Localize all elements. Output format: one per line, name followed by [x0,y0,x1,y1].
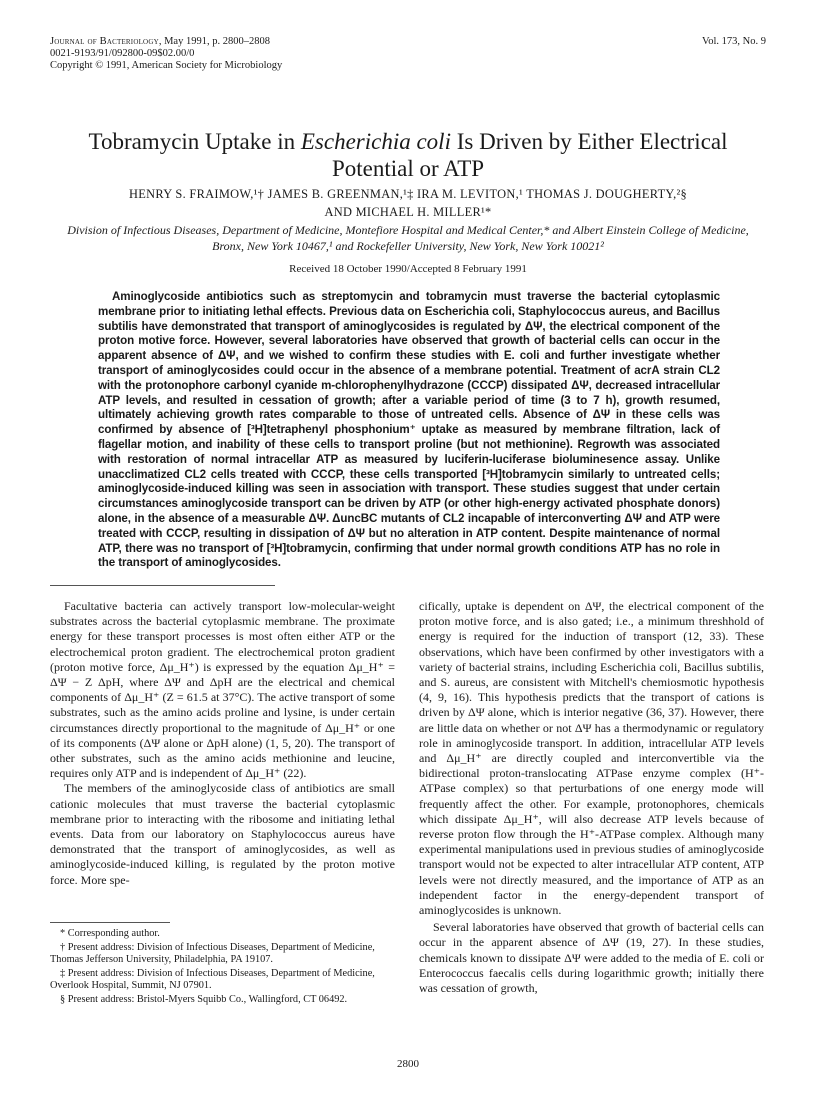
footnote-double-dagger: ‡ Present address: Division of Infectious Diseases, Department of Medicine, Overlook Hospital, Summit, NJ 07901. [50,967,375,991]
body-paragraph: cifically, uptake is dependent on ΔΨ, the electrical component of the proton motive force, and is also gated; i.e., a minimum threshhold of energy is required for the induction of transport (12, 33). These observations, which have been confirmed by other investigators with a variety of bacterial strains, including Escherichia coli, Bacillus subtilis, and S. aureus, are consistent with Mitchell's chemiosmotic hypothesis (4, 9, 16). This hypothesis predicts that the transport of cations is driven by ΔΨ alone, which is interior negative (36, 37). However, there are little data on whether or not ΔΨ has a thermodynamic or regulatory role in aminoglycoside transport. In addition, intracellular ATP levels and Δμ_H⁺ are directly coupled and interconvertible via the bidirectional proton-translocating ATPase enzyme complex (H⁺-ATPase complex) so that perturbations of one energy mode will frequently affect the other. For example, protonophores, chemicals which dissipate Δμ_H⁺, will also decrease ATP levels because of reverse proton flow through the H⁺-ATPase complex. Although many experimental manipulations used in previous studies of aminoglycoside transport would not be expected to alter intracellular ATP content, ATP levels were not directly measured, and the importance of ATP as an independent factor in the energy-dependent transport of aminoglycosides is unknown. [419,599,764,918]
body-paragraph: Several laboratories have observed that growth of bacterial cells can occur in the apparent absence of ΔΨ (19, 27). In these studies, chemicals known to dissipate ΔΨ were added to the media of E. coli or Enterococcus faecalis cells during logarithmic growth; initially there was cessation of growth, [419,920,764,996]
authors-line-2: AND MICHAEL H. MILLER¹* [324,205,492,219]
affiliations: Division of Infectious Diseases, Department of Medicine, Montefiore Hospital and Medical Center,* and Albert Einstein College of Medicine, Bronx, New York 10467,¹ and Rockefeller University, New York, New York 10021² [67,223,749,253]
footnote-divider [50,922,170,923]
body-paragraph: Facultative bacteria can actively transport low-molecular-weight substrates across the bacterial cytoplasmic membrane. The proximate energy for these transport processes is most often either ATP or the electrochemical proton gradient. The electrochemical proton gradient (proton motive force, Δμ_H⁺) is expressed by the equation Δμ_H⁺ = ΔΨ − Z ΔpH, where ΔΨ and ΔpH are the electrical and chemical components of Δμ_H⁺ (Z = 61.5 at 37°C). The active transport of some substrates, such as the amino acids proline and lysine, is under certain circumstances directly proportional to the magnitude of Δμ_H⁺ or one of its components (ΔΨ alone or ΔpH alone) (1, 5, 20). The transport of other substrates, such as the amino acids methionine and leucine, requires only ATP and is independent of Δμ_H⁺ (22). [50,599,395,781]
page-number: 2800 [397,1058,419,1070]
volume-issue: Vol. 173, No. 9 [702,36,766,47]
footnote-corresponding: * Corresponding author. [60,928,160,939]
article-title [60,128,756,182]
footnotes [50,928,395,1007]
received-dates: Received 18 October 1990/Accepted 8 February 1991 [289,263,527,275]
authors-line-1: HENRY S. FRAIMOW,¹† JAMES B. GREENMAN,¹‡ IRA M. LEVITON,¹ THOMAS J. DOUGHERTY,²§ [129,187,687,201]
journal-issue: , May 1991, p. 2800–2808 [158,36,270,47]
footnote-section: § Present address: Bristol-Myers Squibb Co., Wallingford, CT 06492. [60,993,348,1005]
abstract: Aminoglycoside antibiotics such as streptomycin and tobramycin must traverse the bacterial cytoplasmic membrane prior to initiating lethal effects. Previous data on Escherichia coli, Staphylococcus aureus, and Bacillus subtilis have demonstrated that transport of aminoglycosides is regulated by ΔΨ, the electrical component of the proton motive force. However, several laboratories have observed that growth of bacterial cells can occur in the apparent absence of ΔΨ, and we wished to confirm these studies with E. coli and further investigate whether transport of aminoglycosides could occur in the absence of a membrane potential. Treatment of acrA strain CL2 with the protonophore carbonyl cyanide m-chlorophenylhydrazone (CCCP) dissipated ΔΨ, decreased intracellular ATP levels, and resulted in cessation of growth; after a variable period of time (3 to 7 h), growth resumed, ultimately achieving growth rates comparable to those of untreated cells. Absence of ΔΨ in these cells was confirmed by absence of [³H]tetraphenyl phosphonium⁺ uptake as measured by membrane filtration, lack of flagellar motion, and inability of these cells to transport proline (but not methionine). Regrowth was associated with restoration of normal intracellar ATP as measured by luciferin-luciferase bioluminesence assay. Unlike unacclimatized CL2 cells treated with CCCP, these cells transported [³H]tobramycin similarly to untreated cells; aminoglycoside-induced killing was seen in association with transport. These studies suggest that under certain circumstances aminoglycoside transport can be driven by ATP (or other high-energy activated phosphate donors) alone, in the absence of a measurable ΔΨ. ΔuncBC mutants of CL2 incapable of interconverting ΔΨ and ATP were treated with CCCP, resulting in dissipation of ΔΨ but no alteration in ATP content. Despite maintenance of normal ATP, there was no transport of [³H]tobramycin, confirming that under normal growth conditions ATP has no role in the transport of aminoglycosides. [98,290,720,570]
body-paragraph: The members of the aminoglycoside class of antibiotics are small cationic molecules that must traverse the bacterial cytoplasmic membrane prior to interacting with the ribosome and initiating lethal events. Data from our laboratory on Staphylococcus aureus have demonstrated that the transport of aminoglycosides, as well as aminoglycoside-induced killing, is regulated by the proton motive force. More spe- [50,781,395,887]
footnote-dagger: † Present address: Division of Infectious Diseases, Department of Medicine, Thomas Jefferson University, Philadelphia, PA 19107. [50,941,375,965]
title-part-1: Tobramycin Uptake in [88,129,301,154]
copyright-line: Copyright © 1991, American Society for Microbiology [50,60,283,71]
journal-name: Journal of Bacteriology [50,36,159,47]
author-list [60,185,756,221]
journal-header [50,36,766,72]
body-column-right [419,599,764,996]
body-column-left [50,599,395,888]
abstract-divider [50,585,275,586]
title-organism: Escherichia coli [300,129,451,154]
title-part-2: Is Driven by Either Electrical Potential or ATP [331,129,728,181]
journal-code: 0021-9193/91/092800-09$02.00/0 [50,48,195,59]
journal-citation [50,36,766,48]
